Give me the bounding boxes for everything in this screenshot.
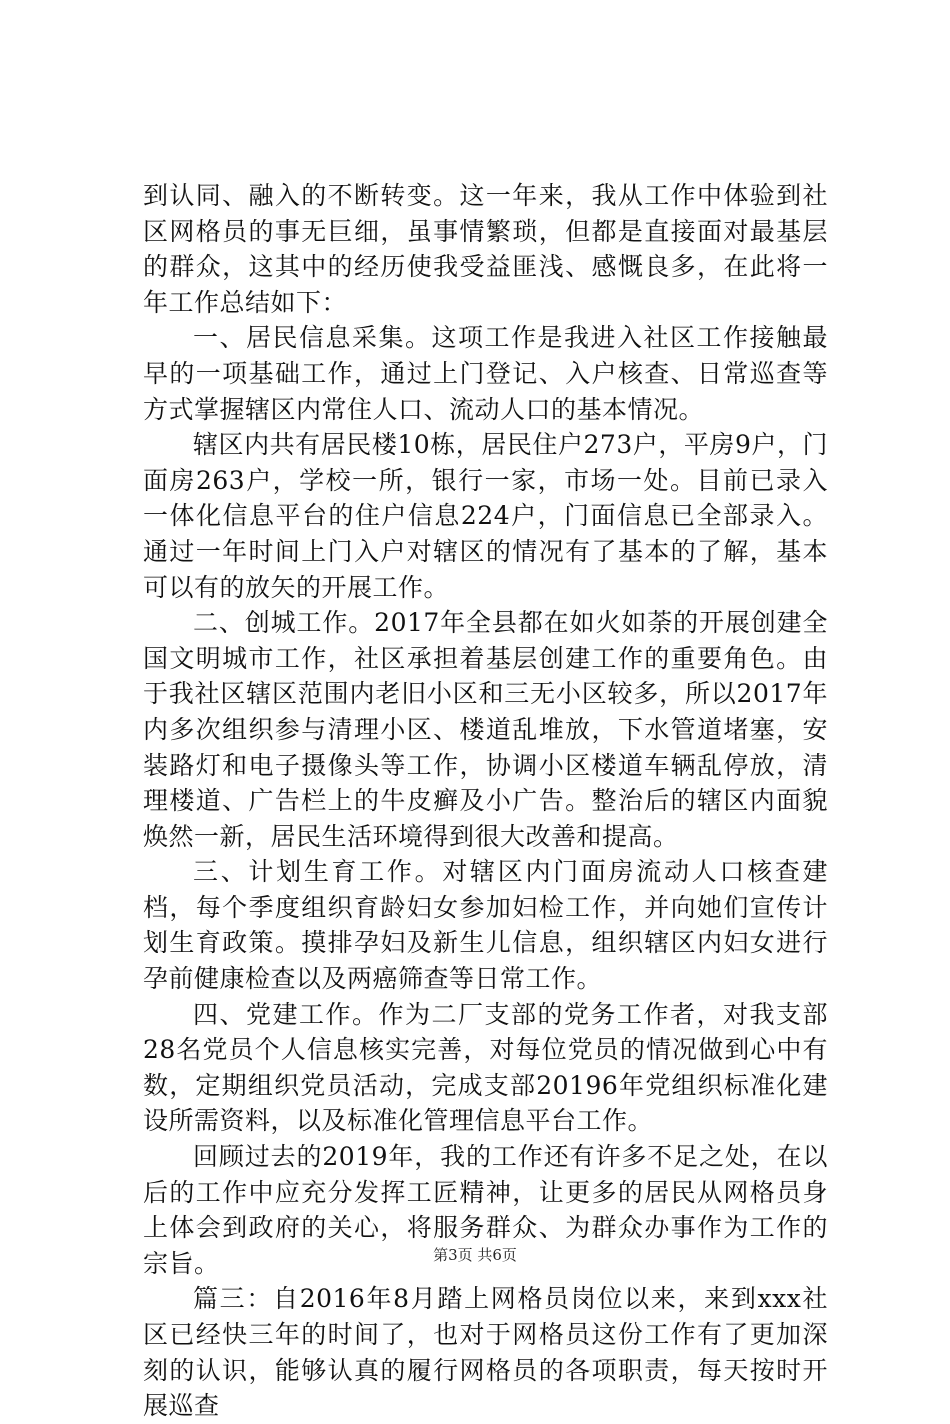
page-footer: 第3页 共6页 (433, 1246, 517, 1264)
paragraph-resident-info: 一、居民信息采集。这项工作是我进入社区工作接触最早的一项基础工作，通过上门登记、入户核查、日常巡查等方式掌握辖区内常住人口、流动人口的基本情况。 (143, 323, 828, 424)
paragraph-civilized-city: 二、创城工作。2017年全县都在如火如荼的开展创建全国文明城市工作，社区承担着基层创建工作的重要角色。由于我社区辖区范围内老旧小区和三无小区较多，所以2017年内多次组织参与清理小区、楼道乱堆放，下水管道堵塞，安装路灯和电子摄像头等工作，协调小区楼道车辆乱停放，清理楼道、广告栏上的牛皮癣及小广告。整治后的辖区内面貌焕然一新，居民生活环境得到很大改善和提高。 (143, 608, 828, 851)
paragraph-party-building: 四、党建工作。作为二厂支部的党务工作者，对我支部28名党员个人信息核实完善，对每位党员的情况做到心中有数，定期组织党员活动，完成支部20196年党组织标准化建设所需资料，以及标准化管理信息平台工作。 (143, 999, 828, 1136)
paragraph-review: 回顾过去的2019年，我的工作还有许多不足之处，在以后的工作中应充分发挥工匠精神，让更多的居民从网格员身上体会到政府的关心，将服务群众、为群众办事作为工作的宗旨。 (143, 1142, 828, 1278)
paragraph-continuation: 到认同、融入的不断转变。这一年来，我从工作中体验到社区网格员的事无巨细，虽事情繁琐，但都是直接面对最基层的群众，这其中的经历使我受益匪浅、感慨良多，在此将一年工作总结如下： (143, 181, 828, 317)
paragraph-family-planning: 三、计划生育工作。对辖区内门面房流动人口核查建档，每个季度组织育龄妇女参加妇检工作，并向她们宣传计划生育政策。摸排孕妇及新生儿信息，组织辖区内妇女进行孕前健康检查以及两癌筛查等日常工作。 (143, 857, 828, 994)
document-body (143, 178, 828, 1424)
paragraph-part-three: 篇三：自2016年8月踏上网格员岗位以来，来到xxx社区已经快三年的时间了，也对于网格员这份工作有了更加深刻的认识，能够认真的履行网格员的各项职责，每天按时开展巡查 (143, 1284, 828, 1421)
paragraph-district-stats: 辖区内共有居民楼10栋，居民住户273户，平房9户，门面房263户，学校一所，银行一家，市场一处。目前已录入一体化信息平台的住户信息224户，门面信息已全部录入。通过一年时间上门入户对辖区的情况有了基本的了解，基本可以有的放矢的开展工作。 (143, 430, 828, 602)
